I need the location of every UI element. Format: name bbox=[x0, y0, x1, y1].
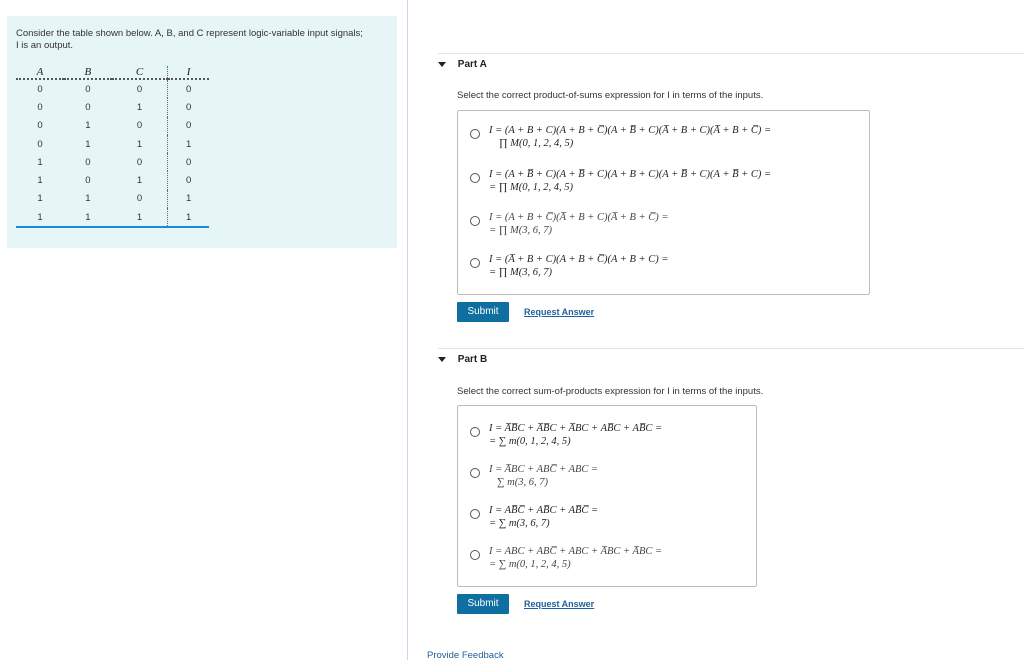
radio-button[interactable] bbox=[470, 468, 480, 478]
table-cell: 0 bbox=[185, 120, 192, 132]
table-row bbox=[16, 153, 209, 171]
table-cell: 0 bbox=[37, 138, 43, 150]
provide-feedback-link[interactable]: Provide Feedback bbox=[427, 650, 504, 661]
collapse-triangle-icon bbox=[438, 357, 446, 362]
prompt-line-2: I is an output. bbox=[16, 40, 74, 51]
option-minterm: = ∑ m(0, 1, 2, 4, 5) bbox=[489, 435, 571, 447]
option-expression: I = AB̅C̅ + AB̅C + AB̅C̅ = bbox=[489, 505, 599, 516]
table-cell: 0 bbox=[185, 83, 192, 95]
table-row bbox=[16, 190, 209, 208]
option-minterm: = ∏ M(3, 6, 7) bbox=[489, 224, 552, 236]
option-expression: I = ABC + ABC̅ + ABC + A̅BC + A̅BC = bbox=[489, 546, 663, 557]
option-expression: I = (A̅ + B + C)(A + B + C̅)(A + B + C) = bbox=[489, 254, 669, 265]
part-b-separator bbox=[438, 348, 1024, 349]
table-row bbox=[16, 98, 209, 116]
radio-button[interactable] bbox=[470, 550, 480, 560]
part-b-toggle[interactable] bbox=[438, 354, 487, 365]
table-row bbox=[16, 79, 209, 98]
table-cell: 0 bbox=[37, 83, 43, 95]
option-expression: I = (A + B + C)(A + B + C̅)(A + B̅ + C)(A̅ + B + C)(A̅ + B + C̅) = bbox=[489, 125, 772, 136]
option-minterm: = ∏ M(0, 1, 2, 4, 5) bbox=[489, 181, 573, 193]
table-row bbox=[16, 171, 209, 189]
table-cell: 0 bbox=[185, 101, 192, 113]
part-b-question: Select the correct sum-of-products expression for I in terms of the inputs. bbox=[457, 386, 764, 397]
radio-button[interactable] bbox=[470, 216, 480, 226]
option-minterm: = ∏ M(3, 6, 7) bbox=[489, 266, 552, 278]
truth-table-header: B bbox=[64, 66, 112, 79]
part-a-submit-button[interactable]: Submit bbox=[457, 302, 509, 322]
table-cell: 0 bbox=[185, 156, 192, 168]
part-a-options bbox=[457, 110, 870, 295]
problem-statement-panel bbox=[7, 16, 397, 248]
table-cell: 1 bbox=[112, 98, 168, 116]
option-minterm: ∑ m(3, 6, 7) bbox=[497, 476, 548, 488]
table-cell: 0 bbox=[112, 190, 168, 208]
part-a-question: Select the correct product-of-sums expression for I in terms of the inputs. bbox=[457, 90, 764, 101]
option-minterm: ∏ M(0, 1, 2, 4, 5) bbox=[499, 137, 574, 149]
radio-button[interactable] bbox=[470, 427, 480, 437]
table-cell: 1 bbox=[112, 208, 168, 227]
prompt-line-1: Consider the table shown below. A, B, and C represent logic-variable input signals; bbox=[16, 28, 363, 39]
table-cell: 0 bbox=[37, 101, 43, 113]
panel-divider bbox=[407, 0, 408, 660]
table-cell: 0 bbox=[112, 79, 168, 98]
table-cell: 0 bbox=[37, 120, 43, 132]
table-cell: 0 bbox=[112, 153, 168, 171]
truth-table-header: C bbox=[112, 66, 168, 79]
truth-table-header: I bbox=[168, 66, 209, 79]
option-expression: I = A̅BC + ABC̅ + ABC = bbox=[489, 464, 599, 475]
table-cell: 1 bbox=[112, 135, 168, 153]
truth-table bbox=[16, 66, 209, 228]
table-cell: 1 bbox=[64, 208, 112, 227]
part-b-request-answer-link[interactable]: Request Answer bbox=[524, 599, 595, 609]
table-cell: 0 bbox=[85, 156, 91, 168]
table-cell: 1 bbox=[185, 193, 192, 205]
table-row bbox=[16, 208, 209, 227]
table-row bbox=[16, 117, 209, 135]
radio-button[interactable] bbox=[470, 173, 480, 183]
radio-button[interactable] bbox=[470, 509, 480, 519]
table-cell: 1 bbox=[85, 193, 91, 205]
table-cell: 1 bbox=[85, 138, 91, 150]
truth-table-header: A bbox=[16, 66, 64, 79]
option-expression: I = A̅B̅C + A̅B̅C + A̅BC + AB̅C + AB̅C = bbox=[489, 423, 663, 434]
table-cell: 0 bbox=[185, 175, 192, 187]
truth-table-header-row bbox=[16, 66, 209, 79]
table-cell: 0 bbox=[85, 175, 91, 187]
part-b-title: Part B bbox=[457, 354, 488, 365]
table-cell: 1 bbox=[16, 208, 64, 227]
table-cell: 0 bbox=[85, 101, 91, 113]
problem-statement bbox=[16, 28, 391, 52]
part-a-separator bbox=[438, 53, 1024, 54]
table-cell: 1 bbox=[85, 120, 91, 132]
option-expression: I = (A + B̅ + C)(A + B̅ + C)(A + B + C)(A + B̅ + C)(A + B̅ + C) = bbox=[489, 169, 772, 180]
table-cell: 1 bbox=[112, 171, 168, 189]
part-a-request-answer-link[interactable]: Request Answer bbox=[524, 307, 595, 317]
part-b-options bbox=[457, 405, 757, 587]
collapse-triangle-icon bbox=[438, 62, 446, 67]
option-minterm: = ∑ m(0, 1, 2, 4, 5) bbox=[489, 558, 571, 570]
table-cell: 1 bbox=[37, 156, 43, 168]
part-a-title: Part A bbox=[457, 59, 487, 70]
table-cell: 0 bbox=[112, 117, 168, 135]
part-b-submit-button[interactable]: Submit bbox=[457, 594, 509, 614]
radio-button[interactable] bbox=[470, 129, 480, 139]
option-minterm: = ∑ m(3, 6, 7) bbox=[489, 517, 550, 529]
option-expression: I = (A + B + C̅)(A̅ + B + C)(A̅ + B + C̅) = bbox=[489, 212, 669, 223]
part-a-toggle[interactable] bbox=[438, 59, 487, 70]
table-cell: 1 bbox=[185, 138, 192, 150]
table-cell: 1 bbox=[37, 193, 43, 205]
table-cell: 1 bbox=[37, 175, 43, 187]
radio-button[interactable] bbox=[470, 258, 480, 268]
table-row bbox=[16, 135, 209, 153]
table-cell: 0 bbox=[85, 83, 91, 95]
table-cell: 1 bbox=[168, 208, 209, 227]
